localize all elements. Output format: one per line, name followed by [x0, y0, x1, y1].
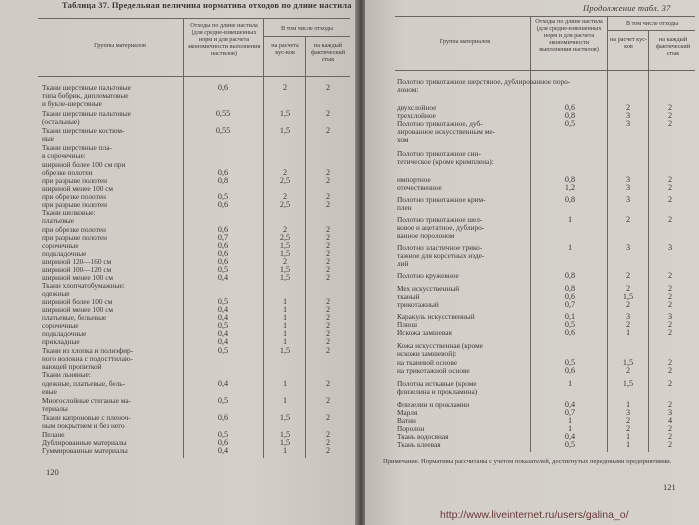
waste-value: 0,5 — [217, 396, 229, 405]
joint-value: 2 — [325, 430, 331, 439]
column-header-pieces: на расчет кус-ков — [610, 36, 647, 50]
row-label: на трикотажной основе — [397, 366, 470, 375]
waste-value: 0,8 — [564, 175, 576, 184]
pieces-value: 1,5 — [279, 273, 291, 282]
row-label: Мех искусственный — [397, 284, 460, 293]
joint-value: 2 — [667, 271, 673, 280]
row-label: Многослойные стеганые ма- — [42, 396, 131, 405]
waste-value: 0,8 — [564, 271, 576, 280]
watermark-url[interactable]: http://www.liveinternet.ru/users/galina_o/ — [440, 509, 629, 521]
row-label: ковое и ацетатное, дублиро- — [397, 223, 485, 232]
row-label: Ткань водосяная — [397, 432, 449, 441]
pieces-value: 1 — [282, 297, 288, 306]
pieces-value: 2 — [625, 424, 631, 433]
pieces-value: 1 — [282, 305, 288, 314]
column-divider — [648, 30, 649, 452]
row-label: шириной 100—120 см — [42, 265, 112, 274]
joint-value: 2 — [325, 413, 331, 422]
row-label: Ткань клеевая — [397, 440, 441, 449]
pieces-value: 1,5 — [279, 413, 291, 422]
row-label: трехслойное — [397, 111, 436, 120]
waste-value: 0,5 — [217, 430, 229, 439]
joint-value: 2 — [667, 424, 673, 433]
joint-value: 3 — [667, 312, 673, 321]
row-label: ным покрытием и без него — [42, 421, 125, 430]
joint-value: 2 — [325, 297, 331, 306]
waste-value: 0,4 — [564, 400, 576, 409]
pieces-value: 2 — [282, 257, 288, 266]
waste-value: 0,5 — [217, 192, 229, 201]
pieces-value: 1,5 — [622, 358, 634, 367]
row-label: Дублированные материалы — [42, 438, 127, 447]
row-label: (остальные) — [42, 117, 80, 126]
row-label: шириной менее 100 см — [42, 273, 114, 282]
row-label: Ткани льняные: — [42, 370, 91, 379]
row-label: Полотно кружевное — [397, 271, 459, 280]
pieces-value: 2 — [625, 284, 631, 293]
waste-value: 0,5 — [564, 440, 576, 449]
waste-value: 0,4 — [564, 432, 576, 441]
row-label: подкладочные — [42, 329, 87, 338]
column-divider — [607, 16, 608, 452]
joint-value: 2 — [667, 358, 673, 367]
column-header-waste: Отходы по длине настила (для средне-взвешенных норм и для расчета экономичности вьполнения настилов) — [187, 22, 261, 57]
pieces-value: 3 — [625, 243, 631, 252]
page-number: 120 — [46, 467, 59, 477]
joint-value: 2 — [667, 215, 673, 224]
row-label: платьевые, бельевые — [42, 313, 107, 322]
pieces-value: 2,5 — [279, 233, 291, 242]
joint-value: 2 — [325, 321, 331, 330]
joint-value: 2 — [325, 265, 331, 274]
pieces-value: 1 — [282, 313, 288, 322]
waste-value: 0,6 — [217, 438, 229, 447]
row-label: Ткани хлопчатобумажные: — [42, 281, 125, 290]
row-label: Полотна исткавые (кроме — [397, 379, 477, 388]
row-label: лированное искусственным ме- — [397, 127, 496, 136]
row-label: и букле-шерстяные — [42, 99, 102, 108]
joint-value: 2 — [667, 284, 673, 293]
row-label: тажное для корсетных изде- — [397, 251, 485, 260]
column-header-waste: Отходы по длине настила (для средне-взвешенных норм и для расчета экономичности выполнения настилов) — [535, 18, 603, 53]
row-label: лий — [397, 259, 409, 268]
row-label: отечественное — [397, 183, 442, 192]
right-page — [365, 0, 699, 525]
row-label: Ткани из хлопка и полиэфир- — [42, 346, 134, 355]
joint-value: 2 — [325, 225, 331, 234]
pieces-value: 1,5 — [622, 379, 634, 388]
column-header-group: Группы материалов — [94, 42, 146, 49]
joint-value: 2 — [325, 257, 331, 266]
row-label: двухслойное — [397, 103, 437, 112]
waste-value: 0,8 — [564, 111, 576, 120]
row-label: при разрыве полотен — [42, 200, 108, 209]
row-label: ные — [42, 134, 55, 143]
row-label: лоном: — [397, 85, 419, 94]
joint-value: 2 — [325, 438, 331, 447]
joint-value: 2 — [325, 379, 331, 388]
joint-value: 2 — [325, 192, 331, 201]
row-label: Полотно трикотажное шерстяное, дублированное поро- — [397, 77, 571, 86]
joint-value: 2 — [667, 119, 673, 128]
waste-value: 0,7 — [564, 300, 576, 309]
column-header-count: В том числе отходы — [280, 25, 334, 32]
waste-value: 0,5 — [217, 265, 229, 274]
row-label: импортное — [397, 175, 431, 184]
pieces-value: 2 — [282, 83, 288, 92]
joint-value: 2 — [667, 400, 673, 409]
row-label: при обрезке полотен — [42, 225, 106, 234]
waste-value: 1,2 — [564, 183, 576, 192]
joint-value: 2 — [667, 292, 673, 301]
pieces-value: 1 — [282, 321, 288, 330]
row-label: шириной более 100 см — [42, 297, 113, 306]
row-label: сорочечные — [42, 321, 79, 330]
waste-value: 0,4 — [217, 329, 229, 338]
waste-value: 0,4 — [217, 273, 229, 282]
table-top-rule — [395, 16, 695, 17]
pieces-value: 3 — [625, 312, 631, 321]
waste-value: 0,6 — [217, 168, 229, 177]
row-label: трикотажный — [397, 300, 439, 309]
joint-value: 2 — [667, 103, 673, 112]
joint-value: 2 — [325, 233, 331, 242]
pieces-value: 2 — [282, 168, 288, 177]
joint-value: 2 — [667, 328, 673, 337]
row-label: ного волокна с подосттилаю- — [42, 354, 133, 363]
row-label: Полотно эластичное трико- — [397, 243, 483, 252]
row-label: Ткани капроновые с пленоч- — [42, 413, 131, 422]
waste-value: 0,6 — [217, 200, 229, 209]
joint-value: 2 — [667, 183, 673, 192]
pieces-value: 1 — [282, 329, 288, 338]
row-label: Гуммированные материалы — [42, 446, 128, 455]
row-label: шириной 120—160 см — [42, 257, 112, 266]
column-divider — [183, 18, 184, 458]
waste-value: 0,5 — [564, 119, 576, 128]
waste-value: 0,4 — [217, 379, 229, 388]
pieces-value: 2 — [625, 103, 631, 112]
joint-value: 2 — [325, 337, 331, 346]
waste-value: 0,6 — [217, 225, 229, 234]
pieces-value: 1 — [282, 446, 288, 455]
row-label: тканый — [397, 292, 420, 301]
row-label: Полотно трикотажное, дуб- — [397, 119, 483, 128]
joint-value: 2 — [667, 379, 673, 388]
joint-value: 2 — [325, 446, 331, 455]
waste-value: 0,6 — [564, 292, 576, 301]
row-label: при разрыве полотен — [42, 176, 108, 185]
row-label: Каракуль искусственный — [397, 312, 475, 321]
waste-value: 1 — [567, 416, 573, 425]
joint-value: 2 — [325, 241, 331, 250]
row-label: териалы — [42, 404, 68, 413]
row-label: Ткани шерстяные пальтовые — [42, 83, 131, 92]
pieces-value: 3 — [625, 175, 631, 184]
pieces-value: 2 — [625, 271, 631, 280]
joint-value: 2 — [667, 440, 673, 449]
pieces-value: 2,5 — [279, 176, 291, 185]
waste-value: 0,5 — [564, 320, 576, 329]
waste-value: 0,5 — [217, 297, 229, 306]
waste-value: 0,4 — [217, 305, 229, 314]
pieces-value: 2,5 — [279, 200, 291, 209]
joint-value: 2 — [325, 109, 331, 118]
waste-value: 0,1 — [564, 312, 576, 321]
row-label: тетическое (кроме кримплена): — [397, 157, 494, 166]
row-label: Плюш — [397, 320, 417, 329]
column-divider — [305, 36, 306, 458]
pieces-value: 1 — [625, 440, 631, 449]
pieces-value: 2 — [282, 192, 288, 201]
pieces-value: 1,5 — [279, 109, 291, 118]
waste-value: 0,6 — [217, 83, 229, 92]
row-label: платьевые — [42, 216, 74, 225]
joint-value: 2 — [325, 168, 331, 177]
row-label: ванное поролоном — [397, 231, 455, 240]
pieces-value: 1,5 — [279, 346, 291, 355]
joint-value: 2 — [325, 126, 331, 135]
pieces-value: 1 — [282, 379, 288, 388]
pieces-value: 1,5 — [622, 292, 634, 301]
pieces-value: 2 — [625, 320, 631, 329]
column-header-joint: на каждый фактический стык — [310, 42, 346, 63]
joint-value: 2 — [325, 273, 331, 282]
pieces-value: 1 — [625, 432, 631, 441]
row-label: типа бобрик, дипломатовые — [42, 91, 129, 100]
row-label: Ватин — [397, 416, 416, 425]
row-label: Кожа искусственная (кроме — [397, 341, 483, 350]
waste-value: 0,6 — [217, 257, 229, 266]
joint-value: 2 — [325, 313, 331, 322]
waste-value: 1 — [567, 243, 573, 252]
joint-value: 2 — [325, 305, 331, 314]
joint-value: 3 — [667, 243, 673, 252]
row-label: на тканевой основе — [397, 358, 458, 367]
pieces-value: 3 — [625, 195, 631, 204]
pieces-value: 3 — [625, 111, 631, 120]
joint-value: 2 — [325, 249, 331, 258]
column-header-group: Группа материалов — [439, 38, 491, 45]
row-label: Ткани шелковые: — [42, 208, 96, 217]
row-label: Пелане — [42, 430, 65, 439]
row-label: Ткани шерстяные пла- — [42, 143, 112, 152]
row-label: Флизелин и прокламин — [397, 400, 470, 409]
column-header-joint: на каждый фактический стык — [655, 36, 691, 57]
pieces-value: 1 — [625, 328, 631, 337]
row-label: хом — [397, 135, 409, 144]
pieces-value: 3 — [625, 183, 631, 192]
row-label: Марля — [397, 408, 418, 417]
row-label: флизелина и прокламина) — [397, 387, 478, 396]
waste-value: 0,55 — [215, 126, 231, 135]
pieces-value: 1 — [282, 396, 288, 405]
row-label: сорочечные — [42, 241, 79, 250]
joint-value: 2 — [667, 366, 673, 375]
joint-value: 2 — [667, 111, 673, 120]
waste-value: 0,55 — [215, 109, 231, 118]
row-label: при разрыве полотен — [42, 233, 108, 242]
row-label: Полотно трикотажное син- — [397, 149, 481, 158]
header-bottom-rule — [395, 70, 695, 71]
waste-value: 0,6 — [564, 328, 576, 337]
joint-value: 2 — [667, 320, 673, 329]
waste-value: 0,6 — [564, 366, 576, 375]
column-divider — [263, 18, 264, 458]
pieces-value: 2 — [282, 225, 288, 234]
row-label: одежные — [42, 289, 70, 298]
joint-value: 2 — [667, 195, 673, 204]
pieces-value: 2 — [625, 416, 631, 425]
row-label: Ткани шерстяные пальтовые — [42, 109, 131, 118]
joint-value: 2 — [325, 346, 331, 355]
waste-value: 0,7 — [564, 408, 576, 417]
header-bottom-rule — [38, 76, 350, 77]
row-label: Полотно трикотажное шел- — [397, 215, 483, 224]
row-label: плен — [397, 203, 412, 212]
continuation-caption: Продолжение табл. 37 — [583, 3, 671, 13]
joint-value: 3 — [667, 408, 673, 417]
row-label: в сорочечные: — [42, 151, 86, 160]
pieces-value: 1,5 — [279, 241, 291, 250]
row-label: Поролон — [397, 424, 425, 433]
row-label: шириной менее 100 см — [42, 184, 114, 193]
waste-value: 0,8 — [217, 176, 229, 185]
waste-value: 0,4 — [217, 446, 229, 455]
waste-value: 1 — [567, 424, 573, 433]
pieces-value: 1,5 — [279, 249, 291, 258]
row-label: подкладочные — [42, 249, 87, 258]
row-label: шириной более 100 см при — [42, 160, 126, 169]
row-label: одежные, платьевые, бель- — [42, 379, 125, 388]
joint-value: 2 — [325, 176, 331, 185]
row-label: прикладные — [42, 337, 80, 346]
joint-value: 2 — [325, 396, 331, 405]
pieces-value: 1,5 — [279, 126, 291, 135]
table-caption: Таблица 37. Предельная величина норматива отходов по длине настила — [62, 0, 352, 10]
subheader-rule — [607, 30, 695, 31]
row-label: обрезке полотен — [42, 168, 93, 177]
waste-value: 0,5 — [217, 346, 229, 355]
row-label: евые — [42, 387, 57, 396]
row-label: вающей пропиткой — [42, 362, 102, 371]
joint-value: 2 — [667, 300, 673, 309]
pieces-value: 1,5 — [279, 438, 291, 447]
pieces-value: 1 — [625, 400, 631, 409]
pieces-value: 3 — [625, 408, 631, 417]
joint-value: 2 — [325, 329, 331, 338]
row-label: искожи замшевой): — [397, 349, 457, 358]
waste-value: 0,4 — [217, 313, 229, 322]
column-header-pieces: на расчета кус-ков — [271, 42, 299, 56]
pieces-value: 1,5 — [279, 265, 291, 274]
waste-value: 0,6 — [217, 249, 229, 258]
pieces-value: 2 — [625, 366, 631, 375]
waste-value: 0,7 — [217, 233, 229, 242]
joint-value: 2 — [667, 175, 673, 184]
joint-value: 2 — [325, 83, 331, 92]
waste-value: 0,6 — [217, 413, 229, 422]
pieces-value: 2 — [625, 300, 631, 309]
column-header-count: В том числе отходы — [625, 20, 679, 27]
table-note: Примечание. Нормативы рассчитаны с учетом показателей, достигнутых передовыми предприятиями. — [383, 458, 672, 465]
waste-value: 0,5 — [564, 358, 576, 367]
waste-value: 1 — [567, 379, 573, 388]
page-number: 121 — [663, 482, 676, 492]
row-label: при обрезке полотен — [42, 192, 106, 201]
pieces-value: 2 — [625, 215, 631, 224]
subheader-rule — [263, 36, 350, 37]
joint-value: 2 — [667, 432, 673, 441]
joint-value: 4 — [667, 416, 673, 425]
row-label: Искожа замшевая — [397, 328, 452, 337]
waste-value: 0,8 — [564, 195, 576, 204]
row-label: Полотно трикотажное крим- — [397, 195, 486, 204]
waste-value: 0,6 — [217, 241, 229, 250]
row-label: Ткани шерстяные костюм- — [42, 126, 125, 135]
waste-value: 0,4 — [217, 337, 229, 346]
waste-value: 0,6 — [564, 103, 576, 112]
waste-value: 0,8 — [564, 284, 576, 293]
pieces-value: 3 — [625, 119, 631, 128]
joint-value: 2 — [325, 200, 331, 209]
pieces-value: 1,5 — [279, 430, 291, 439]
waste-value: 0,5 — [217, 321, 229, 330]
table-top-rule — [38, 18, 350, 19]
waste-value: 1 — [567, 215, 573, 224]
pieces-value: 1 — [282, 337, 288, 346]
row-label: шириной менее 100 см — [42, 305, 114, 314]
